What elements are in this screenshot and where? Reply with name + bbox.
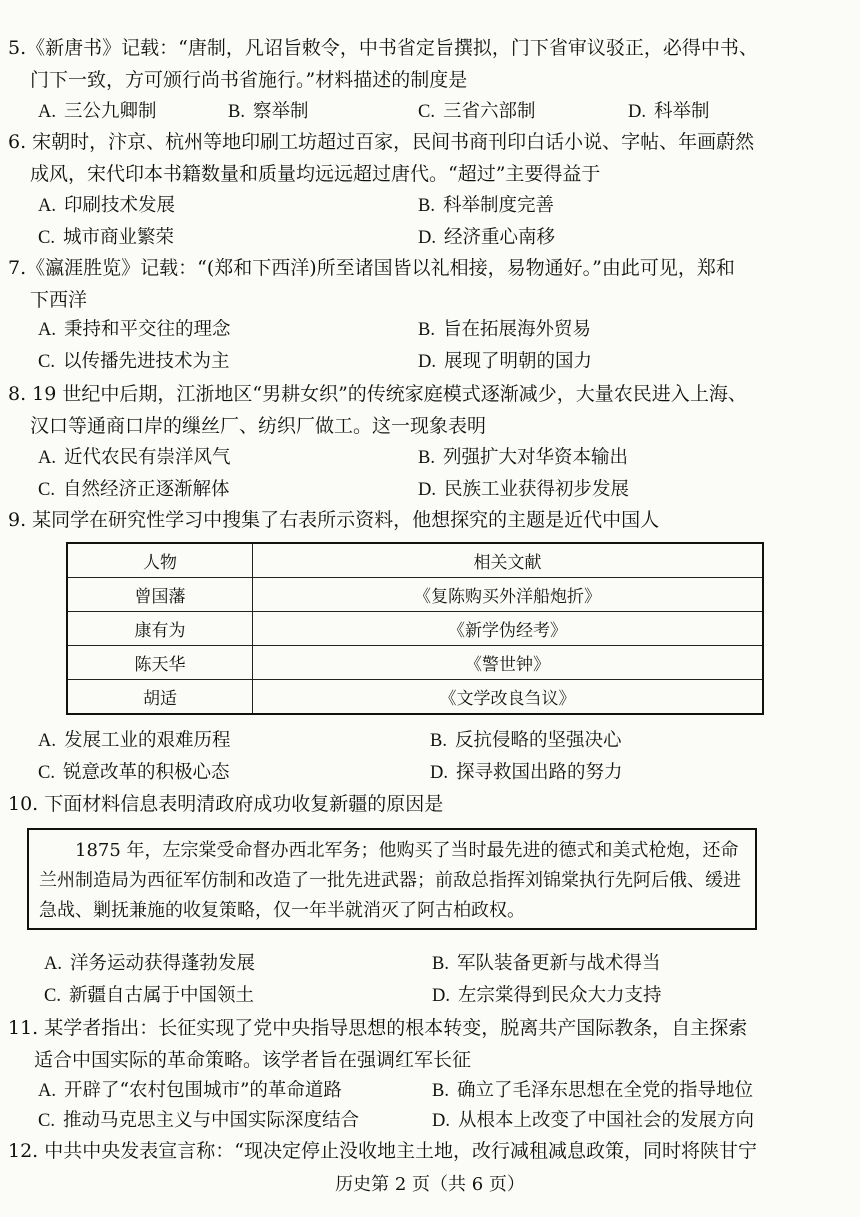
q10-option-c: C. 新疆自古属于中国领土	[44, 985, 254, 1006]
q7-option-d: D. 展现了明朝的国力	[418, 351, 593, 372]
table-cell-person: 胡适	[67, 680, 253, 715]
q5-option-a: A. 三公九卿制	[38, 101, 157, 122]
page-footer: 历史第 2 页（共 6 页）	[335, 1174, 525, 1195]
q5-option-d: D. 科举制	[628, 101, 710, 122]
q6-option-b: B. 科举制度完善	[418, 195, 554, 216]
q10-material-box	[27, 828, 757, 930]
q11-option-d: D. 从根本上改变了中国社会的发展方向	[432, 1110, 755, 1131]
table-header-document: 相关文献	[253, 543, 764, 578]
q9-option-a: A. 发展工业的艰难历程	[38, 730, 231, 751]
table-row	[67, 680, 763, 715]
q11-option-a: A. 开辟了“农村包围城市”的革命道路	[38, 1080, 342, 1101]
table-row	[67, 612, 763, 646]
q11-stem-line1: 11. 某学者指出：长征实现了党中央指导思想的根本转变，脱离共产国际教条，自主探索	[8, 1017, 748, 1039]
table-cell-document: 《文学改良刍议》	[253, 680, 764, 715]
q6-stem-line1: 6. 宋朝时，汴京、杭州等地印刷工坊超过百家，民间书商刊印白话小说、字帖、年画蔚然	[8, 131, 755, 153]
q8-option-b: B. 列强扩大对华资本输出	[418, 447, 628, 468]
q5-option-c: C. 三省六部制	[418, 101, 536, 122]
table-cell-document: 《警世钟》	[253, 646, 764, 680]
q7-stem-line2: 下西洋	[30, 289, 88, 311]
table-cell-document: 《新学伪经考》	[253, 612, 764, 646]
table-cell-document: 《复陈购买外洋船炮折》	[253, 578, 764, 612]
q10-option-d: D. 左宗棠得到民众大力支持	[432, 985, 662, 1006]
q8-option-a: A. 近代农民有崇洋风气	[38, 447, 231, 468]
q7-stem-line1: 7.《瀛涯胜览》记载：“(郑和下西洋)所至诸国皆以礼相接，易物通好。”由此可见，郑和	[8, 257, 735, 279]
q8-stem-line1: 8. 19 世纪中后期，江浙地区“男耕女织”的传统家庭模式逐渐减少，大量农民进入上海、	[8, 383, 747, 405]
q11-option-b: B. 确立了毛泽东思想在全党的指导地位	[432, 1080, 753, 1101]
q10-option-a: A. 洋务运动获得蓬勃发展	[44, 953, 256, 974]
q5-stem-line2: 门下一致，方可颁行尚书省施行。”材料描述的制度是	[30, 69, 468, 91]
q8-option-d: D. 民族工业获得初步发展	[418, 479, 630, 500]
table-cell-person: 陈天华	[67, 646, 253, 680]
q7-option-a: A. 秉持和平交往的理念	[38, 319, 231, 340]
q5-option-b: B. 察举制	[228, 101, 309, 122]
q10-stem-line1: 10. 下面材料信息表明清政府成功收复新疆的原因是	[8, 793, 444, 815]
q5-stem-line1: 5.《新唐书》记载：“唐制，凡诏旨敕令，中书省定旨撰拟，门下省审议驳正，必得中书、	[8, 37, 758, 59]
q10-material-text: 1875 年，左宗棠受命督办西北军务；他购买了当时最先进的德式和美式枪炮，还命兰州制造局为西征军仿制和改造了一批先进武器；前敌总指挥刘锦棠执行先阿后俄、缓进急战、剿抚兼施的收复策略，仅一年半就消灭了阿古柏政权。	[39, 840, 741, 921]
q11-stem-line2: 适合中国实际的革命策略。该学者旨在强调红军长征	[34, 1049, 472, 1071]
q7-option-c: C. 以传播先进技术为主	[38, 351, 230, 372]
table-header-person: 人物	[67, 543, 253, 578]
q6-option-c: C. 城市商业繁荣	[38, 227, 174, 248]
table-header-row	[67, 543, 763, 578]
table-row	[67, 646, 763, 680]
q10-option-b: B. 军队装备更新与战术得当	[432, 953, 661, 974]
q6-option-a: A. 印刷技术发展	[38, 195, 176, 216]
q6-stem-line2: 成风，宋代印本书籍数量和质量均远远超过唐代。“超过”主要得益于	[30, 163, 601, 185]
table-cell-person: 曾国藩	[67, 578, 253, 612]
table-row	[67, 578, 763, 612]
q9-option-d: D. 探寻救国出路的努力	[430, 762, 623, 783]
table-cell-person: 康有为	[67, 612, 253, 646]
q9-option-b: B. 反抗侵略的坚强决心	[430, 730, 622, 751]
q9-option-c: C. 锐意改革的积极心态	[38, 762, 230, 783]
q11-option-c: C. 推动马克思主义与中国实际深度结合	[38, 1110, 359, 1131]
q9-document-table	[66, 542, 764, 715]
q12-stem-line1: 12. 中共中央发表宣言称：“现决定停止没收地主土地，改行减租减息政策，同时将陕甘宁	[8, 1140, 757, 1162]
q8-stem-line2: 汉口等通商口岸的缫丝厂、纺织厂做工。这一现象表明	[30, 415, 487, 437]
q7-option-b: B. 旨在拓展海外贸易	[418, 319, 591, 340]
q9-stem-line1: 9. 某同学在研究性学习中搜集了右表所示资料，他想探究的主题是近代中国人	[8, 509, 660, 531]
q6-option-d: D. 经济重心南移	[418, 227, 556, 248]
q8-option-c: C. 自然经济正逐渐解体	[38, 479, 230, 500]
